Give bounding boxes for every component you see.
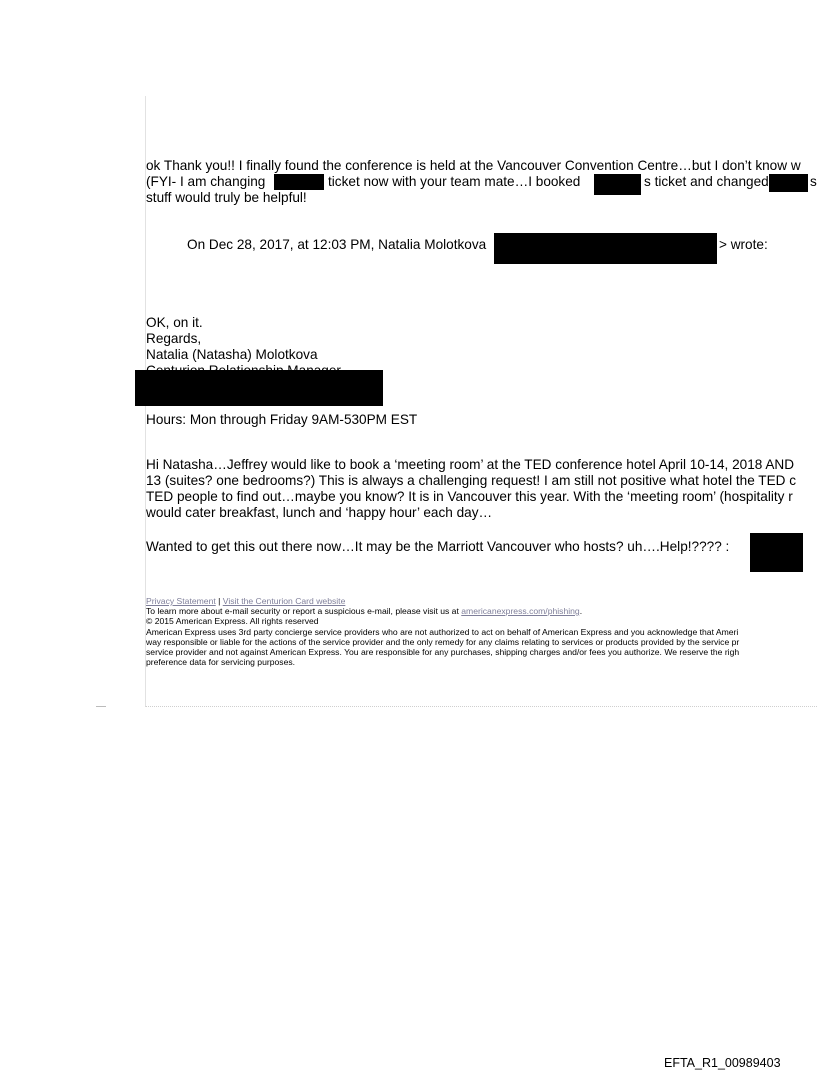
quote-header-suffix: > wrote: (719, 237, 768, 252)
reply-line-2d: s (810, 174, 817, 189)
disclaimer-legal-3: service provider and not against American Express. You are responsible for any purchases, shipping charges and/or fees you authorize. We reserve the righ (146, 647, 740, 657)
redaction-box (769, 174, 808, 192)
centurion-card-link[interactable]: Visit the Centurion Card website (222, 596, 346, 606)
phishing-link[interactable]: americanexpress.com/phishing (461, 606, 580, 616)
redacted-contact-info (135, 370, 383, 406)
redaction-box (274, 174, 324, 190)
privacy-statement-link[interactable]: Privacy Statement (146, 596, 216, 606)
document-id: EFTA_R1_00989403 (664, 1056, 781, 1070)
redaction-box (594, 174, 641, 195)
original-line-2: 13 (suites? one bedrooms?) This is always a challenging request! I am still not positive what hotel the TED c (146, 473, 797, 488)
disclaimer-copyright: © 2015 American Express. All rights reserved (146, 616, 319, 626)
reply-line-2b: ticket now with your team mate…I booked (328, 174, 581, 189)
original-line-5: Wanted to get this out there now…It may be the Marriott Vancouver who hosts? uh….Help!???? : (146, 539, 730, 554)
disclaimer-legal-1: American Express uses 3rd party concierge service providers who are not authorized to act on behalf of American Express and you acknowledge that Ameri (146, 627, 739, 637)
original-line-3: TED people to find out…maybe you know? It is in Vancouver this year. With the ‘meeting room’ (hospitality r (146, 489, 793, 504)
reply-line-2c: s ticket and changed (644, 174, 769, 189)
original-line-1: Hi Natasha…Jeffrey would like to book a ‘meeting room’ at the TED conference hotel April 10-14, 2018 AND (146, 457, 795, 472)
security-period: . (579, 606, 583, 616)
response-line-2: Regards, (146, 331, 202, 346)
redaction-box (750, 533, 803, 572)
reply-line-3: stuff would truly be helpful! (146, 190, 307, 205)
disclaimer-legal-2: way responsible or liable for the actions of the service provider and the only remedy for any claims relating to services or products provided by the service pr (146, 637, 740, 647)
original-line-4: would cater breakfast, lunch and ‘happy hour’ each day… (146, 505, 493, 520)
redacted-email-address (494, 233, 717, 264)
disclaimer-legal-4: preference data for servicing purposes. (146, 657, 296, 667)
security-text: To learn more about e-mail security or report a suspicious e-mail, please visit us at (146, 606, 459, 616)
reply-line-2a: (FYI- I am changing (146, 174, 266, 189)
disclaimer-security (146, 606, 582, 616)
response-line-1: OK, on it. (146, 315, 203, 330)
quote-header-prefix: On Dec 28, 2017, at 12:03 PM, Natalia Molotkova (187, 237, 487, 252)
link-separator: | (218, 596, 221, 606)
response-signature-name: Natalia (Natasha) Molotkova (146, 347, 318, 362)
disclaimer-links (146, 596, 345, 606)
margin-mark (96, 706, 106, 707)
response-hours: Hours: Mon through Friday 9AM-530PM EST (146, 412, 418, 427)
reply-line-1: ok Thank you!! I finally found the conference is held at the Vancouver Convention Centre…but I don’t know w (146, 158, 801, 173)
